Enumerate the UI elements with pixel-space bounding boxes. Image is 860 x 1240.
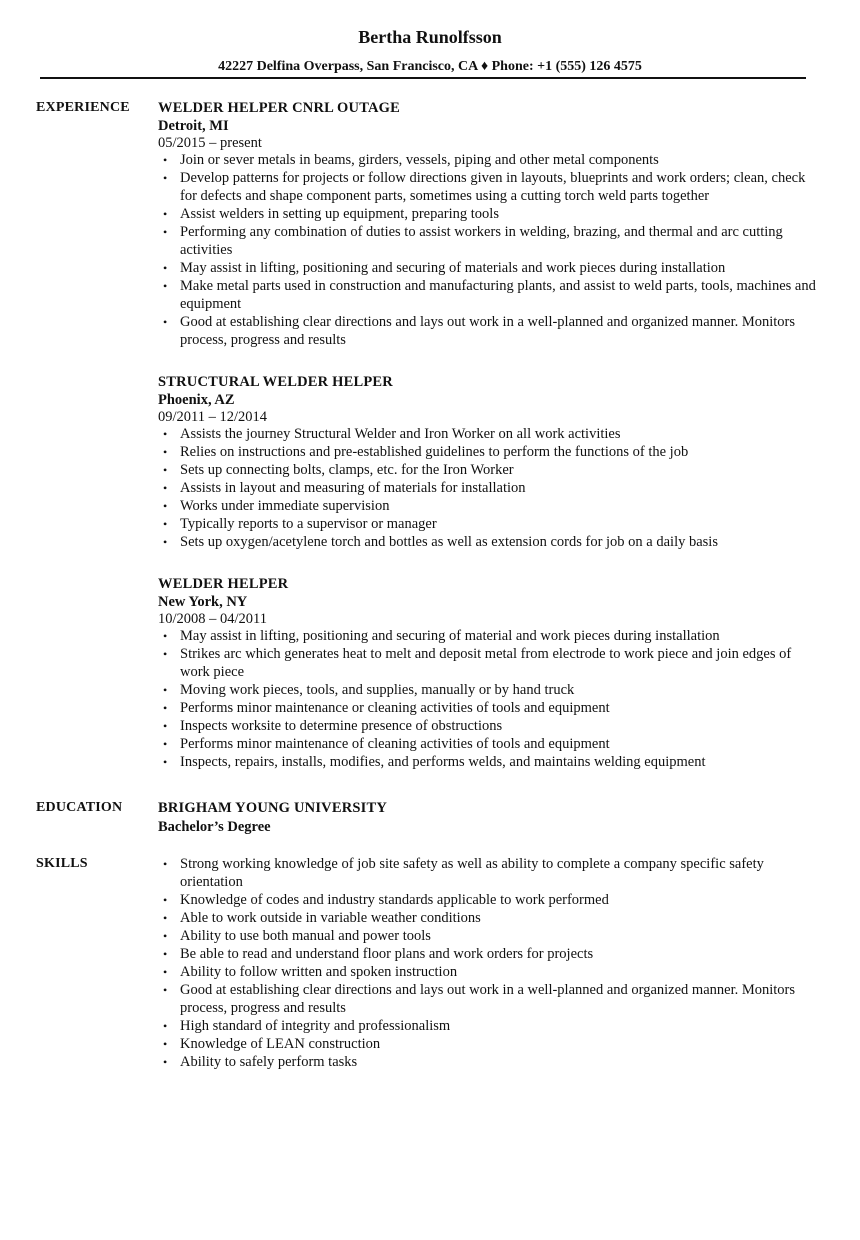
job-duties	[158, 425, 818, 551]
list-item	[158, 277, 818, 313]
job-entry	[158, 99, 818, 349]
list-item	[158, 945, 818, 963]
bullet-icon: •	[163, 279, 168, 293]
duty-text: Good at establishing clear directions and lays out work in a well-planned and organized manner. Monitors process, progress and results	[180, 314, 796, 348]
school-name: BRIGHAM YOUNG UNIVERSITY	[158, 800, 388, 816]
job-location: Detroit, MI	[158, 118, 229, 134]
duty-text: Make metal parts used in construction and manufacturing plants, and assist to weld parts, tools, machines and equipment	[180, 278, 816, 312]
list-item	[158, 205, 818, 223]
duty-text: Performs minor maintenance of cleaning activities of tools and equipment	[180, 736, 610, 752]
bullet-icon: •	[163, 737, 168, 751]
bullet-icon: •	[163, 427, 168, 441]
bullet-icon: •	[163, 893, 168, 907]
duty-text: Join or sever metals in beams, girders, vessels, piping and other metal components	[180, 152, 659, 168]
list-item	[158, 259, 818, 277]
duty-text: Relies on instructions and pre-established guidelines to perform the functions of the job	[180, 444, 689, 460]
experience-heading: EXPERIENCE	[36, 100, 130, 115]
job-location: Phoenix, AZ	[158, 392, 235, 408]
skill-text: Ability to use both manual and power tools	[180, 928, 431, 944]
bullet-icon: •	[163, 225, 168, 239]
bullet-icon: •	[163, 535, 168, 549]
list-item	[158, 425, 818, 443]
list-item	[158, 963, 818, 981]
list-item	[158, 223, 818, 259]
skill-text: Able to work outside in variable weather conditions	[180, 910, 481, 926]
job-title: WELDER HELPER CNRL OUTAGE	[158, 100, 401, 116]
list-item	[158, 1035, 818, 1053]
list-item	[158, 981, 818, 1017]
job-entry	[158, 575, 818, 771]
job-dates: 05/2015 – present	[158, 135, 262, 151]
bullet-icon: •	[163, 499, 168, 513]
duty-text: Inspects, repairs, installs, modifies, and performs welds, and maintains welding equipment	[180, 754, 706, 770]
skills-list	[158, 855, 818, 1071]
bullet-icon: •	[163, 463, 168, 477]
job-dates: 10/2008 – 04/2011	[158, 611, 268, 627]
list-item	[158, 151, 818, 169]
bullet-icon: •	[163, 261, 168, 275]
duty-text: Inspects worksite to determine presence of obstructions	[180, 718, 503, 734]
list-item	[158, 1017, 818, 1035]
bullet-icon: •	[163, 153, 168, 167]
duty-text: Performing any combination of duties to assist workers in welding, brazing, and thermal and arc cutting activities	[180, 224, 783, 258]
bullet-icon: •	[163, 701, 168, 715]
bullet-icon: •	[163, 1037, 168, 1051]
bullet-icon: •	[163, 911, 168, 925]
list-item	[158, 533, 818, 551]
candidate-name: Bertha Runolfsson	[358, 27, 502, 47]
list-item	[158, 753, 818, 771]
job-location: New York, NY	[158, 594, 248, 610]
job-title: WELDER HELPER	[158, 576, 289, 592]
bullet-icon: •	[163, 947, 168, 961]
bullet-icon: •	[163, 629, 168, 643]
header-divider	[40, 77, 806, 79]
bullet-icon: •	[163, 929, 168, 943]
duty-text: Sets up connecting bolts, clamps, etc. for the Iron Worker	[180, 462, 514, 478]
list-item	[158, 1053, 818, 1071]
bullet-icon: •	[163, 965, 168, 979]
bullet-icon: •	[163, 445, 168, 459]
bullet-icon: •	[163, 683, 168, 697]
bullet-icon: •	[163, 983, 168, 997]
duty-text: May assist in lifting, positioning and securing of material and work pieces during installation	[180, 628, 720, 644]
list-item	[158, 627, 818, 645]
duty-text: Assist welders in setting up equipment, preparing tools	[180, 206, 499, 222]
job-dates: 09/2011 – 12/2014	[158, 409, 268, 425]
duty-text: Assists in layout and measuring of materials for installation	[180, 480, 526, 496]
experience-body	[158, 99, 818, 795]
bullet-icon: •	[163, 315, 168, 329]
duty-text: Moving work pieces, tools, and supplies, manually or by hand truck	[180, 682, 575, 698]
duty-text: Strikes arc which generates heat to melt and deposit metal from electrode to work piece and join edges of work piece	[180, 646, 792, 680]
bullet-icon: •	[163, 517, 168, 531]
skill-text: High standard of integrity and professionalism	[180, 1018, 451, 1034]
list-item	[158, 497, 818, 515]
list-item	[158, 927, 818, 945]
bullet-icon: •	[163, 857, 168, 871]
education-body	[158, 799, 818, 837]
skill-text: Knowledge of LEAN construction	[180, 1036, 381, 1052]
list-item	[158, 515, 818, 533]
list-item	[158, 735, 818, 753]
duty-text: Assists the journey Structural Welder and Iron Worker on all work activities	[180, 426, 621, 442]
list-item	[158, 443, 818, 461]
bullet-icon: •	[163, 647, 168, 661]
skill-text: Ability to safely perform tasks	[180, 1054, 358, 1070]
list-item	[158, 909, 818, 927]
duty-text: Typically reports to a supervisor or manager	[180, 516, 437, 532]
education-heading: EDUCATION	[36, 800, 123, 815]
duty-text: Performs minor maintenance or cleaning activities of tools and equipment	[180, 700, 610, 716]
skills-heading: SKILLS	[36, 856, 88, 871]
degree: Bachelor’s Degree	[158, 819, 271, 835]
duty-text: Works under immediate supervision	[180, 498, 390, 514]
bullet-icon: •	[163, 1055, 168, 1069]
list-item	[158, 681, 818, 699]
skill-text: Be able to read and understand floor plans and work orders for projects	[180, 946, 594, 962]
job-title: STRUCTURAL WELDER HELPER	[158, 374, 393, 390]
list-item	[158, 169, 818, 205]
skill-text: Strong working knowledge of job site safety as well as ability to complete a company specific safety orientation	[180, 856, 764, 890]
skill-text: Knowledge of codes and industry standards applicable to work performed	[180, 892, 609, 908]
contact-line: 42227 Delfina Overpass, San Francisco, CA ♦ Phone: +1 (555) 126 4575	[218, 59, 642, 74]
list-item	[158, 891, 818, 909]
job-duties	[158, 151, 818, 349]
duty-text: Sets up oxygen/acetylene torch and bottles as well as extension cords for job on a daily basis	[180, 534, 718, 550]
bullet-icon: •	[163, 1019, 168, 1033]
list-item	[158, 479, 818, 497]
list-item	[158, 461, 818, 479]
bullet-icon: •	[163, 171, 168, 185]
list-item	[158, 645, 818, 681]
list-item	[158, 313, 818, 349]
list-item	[158, 855, 818, 891]
duty-text: Develop patterns for projects or follow directions given in layouts, blueprints and work orders; clean, check for defects and shape component parts, sometimes using a cutting torch weld parts together	[180, 170, 806, 204]
bullet-icon: •	[163, 719, 168, 733]
skill-text: Ability to follow written and spoken instruction	[180, 964, 458, 980]
duty-text: May assist in lifting, positioning and securing of materials and work pieces during installation	[180, 260, 726, 276]
job-duties	[158, 627, 818, 771]
list-item	[158, 699, 818, 717]
list-item	[158, 717, 818, 735]
bullet-icon: •	[163, 207, 168, 221]
bullet-icon: •	[163, 481, 168, 495]
skill-text: Good at establishing clear directions and lays out work in a well-planned and organized manner. Monitors process, progress and results	[180, 982, 796, 1016]
skills-body	[158, 855, 818, 1071]
job-entry	[158, 373, 818, 551]
bullet-icon: •	[163, 755, 168, 769]
